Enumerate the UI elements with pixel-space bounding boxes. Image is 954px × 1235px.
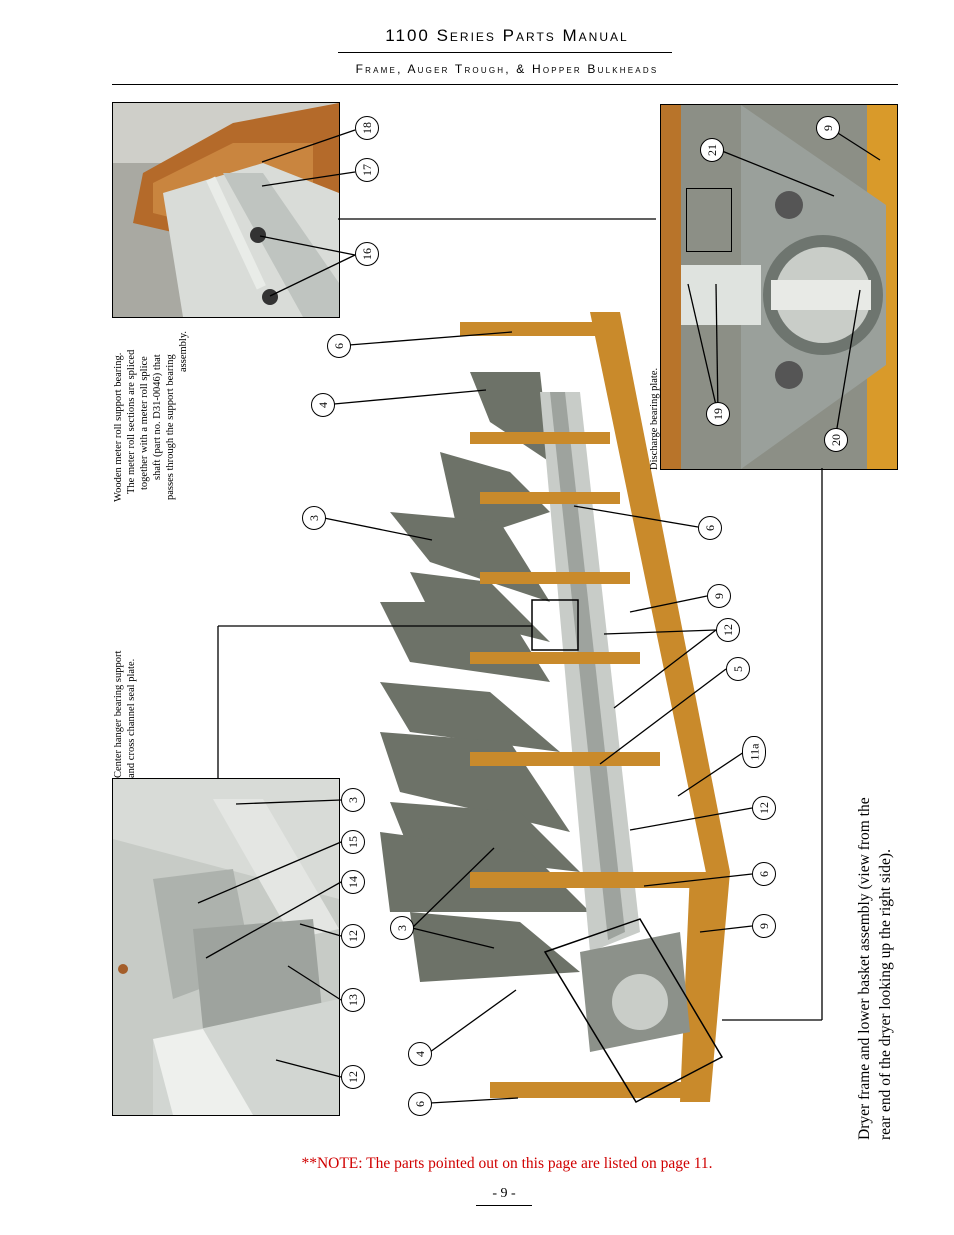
callout-12-hanger-a: 12 <box>341 924 365 948</box>
callout-9-lower: 9 <box>752 914 776 938</box>
callout-12-hanger-b: 12 <box>341 1065 365 1089</box>
callout-4-lower: 4 <box>408 1042 432 1066</box>
parts-note: **NOTE: The parts pointed out on this page are listed on page 11. <box>301 1155 713 1172</box>
callout-15: 15 <box>341 830 365 854</box>
caption-wooden-bearing: Wooden meter roll support bearing. The meter roll sections are spliced together with a meter roll splice shaft (part no. D31-0046) that passes through the support bearing assembly. <box>113 330 189 502</box>
manual-title: 1100 Series Parts Manual <box>385 26 629 45</box>
callout-6-top: 6 <box>327 334 351 358</box>
callout-6-lower: 6 <box>752 862 776 886</box>
callout-4-top: 4 <box>311 393 335 417</box>
callout-18: 18 <box>355 116 379 140</box>
callout-6-bottom: 6 <box>408 1092 432 1116</box>
callout-3-lower: 3 <box>390 916 414 940</box>
callout-20: 20 <box>824 428 848 452</box>
callout-12-mid: 12 <box>716 618 740 642</box>
callout-9-discharge: 9 <box>816 116 840 140</box>
caption-center-hanger: Center hanger bearing support and cross channel seal plate. <box>113 650 137 778</box>
callout-6-mid: 6 <box>698 516 722 540</box>
callout-3-top: 3 <box>302 506 326 530</box>
page-number-rule <box>476 1205 532 1206</box>
callout-14: 14 <box>341 870 365 894</box>
callout-11a: 11a <box>742 736 766 768</box>
page-number: - 9 - <box>492 1186 516 1201</box>
callout-17: 17 <box>355 158 379 182</box>
callout-9-mid: 9 <box>707 584 731 608</box>
callout-21: 21 <box>700 138 724 162</box>
caption-main: Dryer frame and lower basket assembly (view from the rear end of the dryer looking up the right side). <box>856 797 894 1140</box>
callout-12-lower: 12 <box>752 796 776 820</box>
callout-13: 13 <box>341 988 365 1012</box>
callout-16: 16 <box>355 242 379 266</box>
callout-3-hanger: 3 <box>341 788 365 812</box>
section-subtitle: Frame, Auger Trough, & Hopper Bulkheads <box>355 62 659 76</box>
caption-discharge-plate: Discharge bearing plate. <box>649 367 660 470</box>
callout-5: 5 <box>726 657 750 681</box>
callout-19: 19 <box>706 402 730 426</box>
